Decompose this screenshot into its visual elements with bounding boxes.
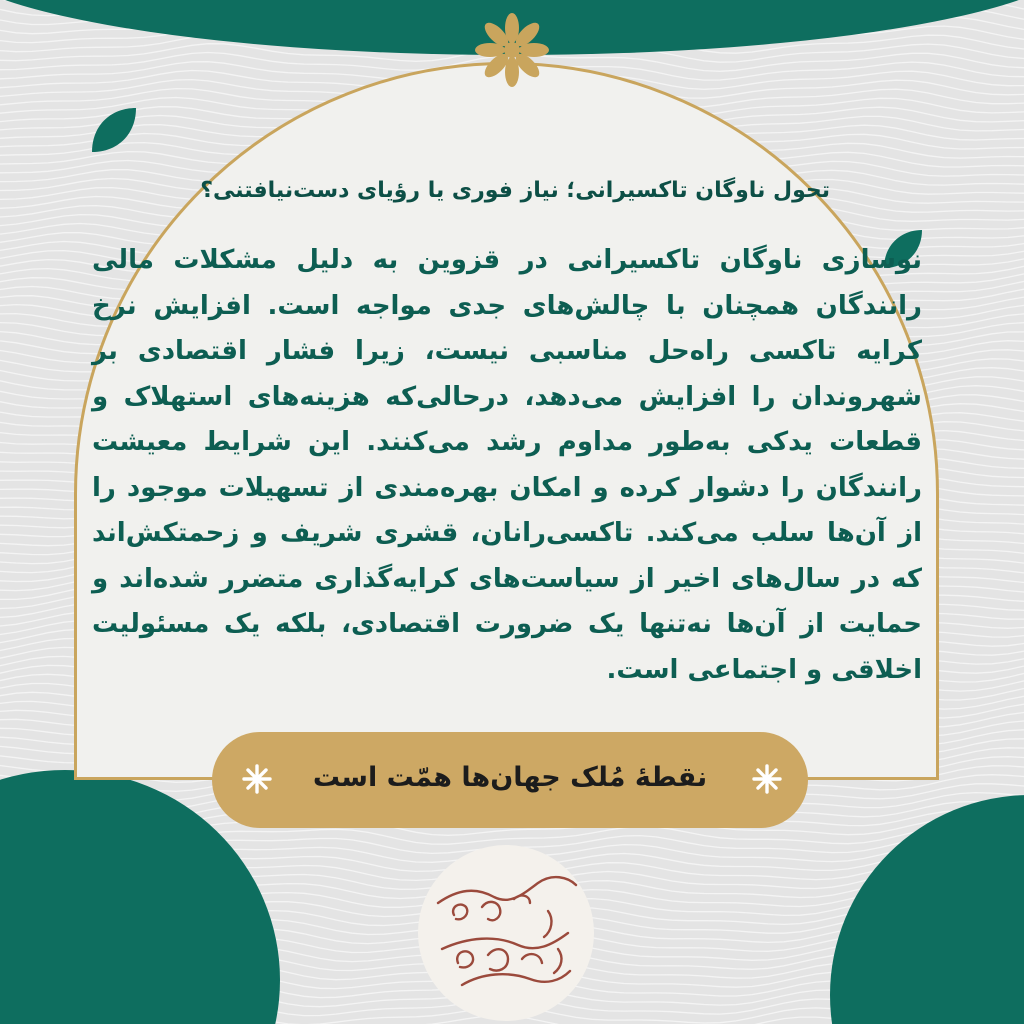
signature-logo xyxy=(418,845,594,1021)
body-paragraph: نوسازی ناوگان تاکسیرانی در قزوین به دلیل مشکلات مالی رانندگان همچنان با چالش‌های جدی مواجه است. افزایش نرخ کرایه تاکسی راه‌حل مناسبی نیست، زیرا فشار اقتصادی بر شهروندان را افزایش می‌دهد، درحالی‌که هزینه‌های استهلاک و قطعات یدکی به‌طور مداوم رشد می‌کنند. این شرایط معیشت رانندگان را دشوار کرده و امکان بهره‌مندی از تسهیلات موجود را از آن‌ها سلب می‌کند. تاکسی‌رانان، قشری شریف و زحمتکش‌اند که در سال‌های اخیر از سیاست‌های کرایه‌گذاری متضرر شده‌اند و حمایت از آن‌ها نه‌تنها یک ضرورت اقتصادی، بلکه یک مسئولیت اخلاقی و اجتماعی است. xyxy=(92,245,922,685)
slogan-text: نقطهٔ مُلک جهان‌ها همّت است xyxy=(312,762,708,793)
leaf-icon xyxy=(90,106,138,154)
sparkle-icon xyxy=(752,764,782,794)
headline: تحول ناوگان تاکسیرانی؛ نیاز فوری یا رؤیای دست‌نیافتنی؟ xyxy=(200,178,830,203)
flower-ornament-icon xyxy=(470,8,554,92)
handwritten-signature xyxy=(418,845,594,1021)
